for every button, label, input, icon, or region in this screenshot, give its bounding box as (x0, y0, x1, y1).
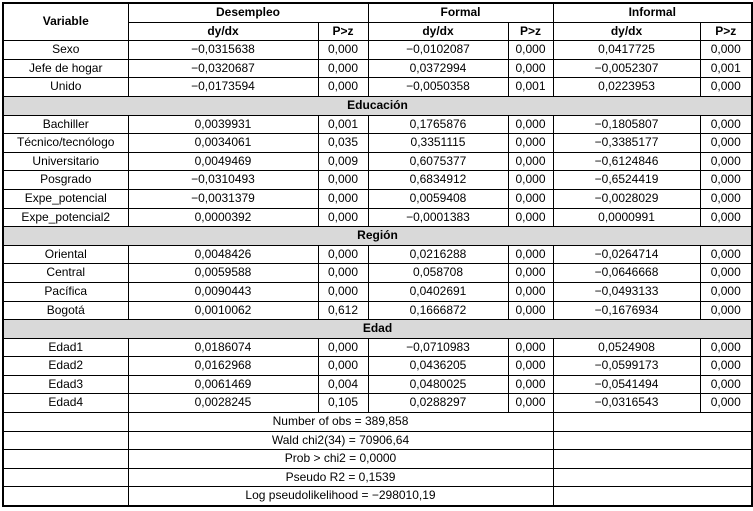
pz-value: 0,004 (318, 375, 368, 394)
dydx-value: 0,0417725 (553, 41, 700, 60)
dydx-value: −0,0315638 (128, 41, 318, 60)
pz-value: 0,000 (318, 78, 368, 97)
table-row (3, 394, 752, 413)
variable-label: Jefe de hogar (3, 59, 128, 78)
results-table (2, 2, 753, 507)
footer-empty-left (3, 487, 128, 506)
dydx-value: 0,0402691 (368, 282, 508, 301)
pz-value: 0,000 (318, 208, 368, 227)
dydx-value: 0,0059588 (128, 264, 318, 283)
dydx-value: 0,0162968 (128, 357, 318, 376)
column-header-variable: Variable (3, 3, 128, 41)
pz-value: 0,000 (318, 189, 368, 208)
dydx-value: 0,0028245 (128, 394, 318, 413)
dydx-value: 0,0186074 (128, 338, 318, 357)
dydx-value: −0,0316543 (553, 394, 700, 413)
pz-value: 0,000 (700, 357, 752, 376)
dydx-value: −0,0599173 (553, 357, 700, 376)
dydx-value: −0,0310493 (128, 171, 318, 190)
dydx-value: 0,0059408 (368, 189, 508, 208)
pz-value: 0,000 (508, 152, 553, 171)
dydx-value: −0,6524419 (553, 171, 700, 190)
dydx-value: −0,0001383 (368, 208, 508, 227)
footer-empty-right (553, 450, 752, 469)
footer-stat: Pseudo R2 = 0,1539 (128, 468, 553, 487)
pz-value: 0,000 (700, 394, 752, 413)
pz-value: 0,105 (318, 394, 368, 413)
footer-stat: Number of obs = 389,858 (128, 413, 553, 432)
pz-value: 0,000 (318, 245, 368, 264)
dydx-value: −0,0050358 (368, 78, 508, 97)
pz-value: 0,001 (700, 59, 752, 78)
dydx-value: −0,0031379 (128, 189, 318, 208)
dydx-value: −0,0320687 (128, 59, 318, 78)
dydx-value: 0,058708 (368, 264, 508, 283)
footer-stat: Wald chi2(34) = 70906,64 (128, 431, 553, 450)
table-row (3, 375, 752, 394)
table-row (3, 134, 752, 153)
pz-value: 0,000 (508, 394, 553, 413)
section-label: Educación (3, 96, 752, 115)
pz-value: 0,000 (700, 171, 752, 190)
table-footer (3, 413, 752, 506)
column-header-desempleo: Desempleo (128, 3, 368, 22)
pz-value: 0,009 (318, 152, 368, 171)
section-row (3, 320, 752, 339)
dydx-value: 0,0000991 (553, 208, 700, 227)
pz-value: 0,000 (508, 375, 553, 394)
footer-empty-right (553, 487, 752, 506)
pz-value: 0,000 (508, 245, 553, 264)
table-row (3, 115, 752, 134)
table-row (3, 171, 752, 190)
dydx-value: 0,3351115 (368, 134, 508, 153)
pz-value: 0,000 (508, 171, 553, 190)
variable-label: Oriental (3, 245, 128, 264)
dydx-value: 0,0034061 (128, 134, 318, 153)
pz-value: 0,000 (508, 301, 553, 320)
dydx-value: 0,0049469 (128, 152, 318, 171)
variable-label: Universitario (3, 152, 128, 171)
table-header (3, 3, 752, 41)
dydx-value: −0,0052307 (553, 59, 700, 78)
dydx-value: −0,3385177 (553, 134, 700, 153)
column-header-dydx-formal: dy/dx (368, 22, 508, 41)
pz-value: 0,000 (700, 115, 752, 134)
footer-empty-right (553, 431, 752, 450)
pz-value: 0,612 (318, 301, 368, 320)
dydx-value: −0,0173594 (128, 78, 318, 97)
dydx-value: 0,0524908 (553, 338, 700, 357)
footer-row (3, 431, 752, 450)
pz-value: 0,000 (318, 264, 368, 283)
dydx-value: −0,0264714 (553, 245, 700, 264)
dydx-value: 0,0000392 (128, 208, 318, 227)
pz-value: 0,035 (318, 134, 368, 153)
dydx-value: 0,0048426 (128, 245, 318, 264)
footer-empty-left (3, 468, 128, 487)
variable-label: Bogotá (3, 301, 128, 320)
column-header-pz-informal: P>z (700, 22, 752, 41)
pz-value: 0,000 (318, 59, 368, 78)
column-header-dydx-desempleo: dy/dx (128, 22, 318, 41)
pz-value: 0,000 (700, 152, 752, 171)
variable-label: Sexo (3, 41, 128, 60)
dydx-value: −0,1805807 (553, 115, 700, 134)
pz-value: 0,000 (318, 41, 368, 60)
table-row (3, 282, 752, 301)
dydx-value: 0,1765876 (368, 115, 508, 134)
pz-value: 0,000 (700, 208, 752, 227)
pz-value: 0,000 (700, 282, 752, 301)
dydx-value: −0,0102087 (368, 41, 508, 60)
dydx-value: 0,0223953 (553, 78, 700, 97)
pz-value: 0,000 (700, 41, 752, 60)
pz-value: 0,000 (700, 264, 752, 283)
pz-value: 0,000 (508, 208, 553, 227)
pz-value: 0,000 (508, 134, 553, 153)
table-row (3, 78, 752, 97)
footer-stat: Log pseudolikelihood = −298010,19 (128, 487, 553, 506)
pz-value: 0,000 (700, 189, 752, 208)
pz-value: 0,000 (508, 282, 553, 301)
variable-label: Expe_potencial2 (3, 208, 128, 227)
variable-label: Central (3, 264, 128, 283)
footer-empty-left (3, 431, 128, 450)
dydx-value: −0,0710983 (368, 338, 508, 357)
pz-value: 0,000 (508, 59, 553, 78)
dydx-value: 0,0010062 (128, 301, 318, 320)
pz-value: 0,000 (700, 245, 752, 264)
footer-empty-right (553, 468, 752, 487)
column-header-formal: Formal (368, 3, 553, 22)
table-row (3, 264, 752, 283)
dydx-value: 0,0061469 (128, 375, 318, 394)
variable-label: Unido (3, 78, 128, 97)
dydx-value: −0,1676934 (553, 301, 700, 320)
dydx-value: 0,1666872 (368, 301, 508, 320)
dydx-value: 0,0090443 (128, 282, 318, 301)
table-row (3, 152, 752, 171)
dydx-value: 0,6075377 (368, 152, 508, 171)
table-row (3, 208, 752, 227)
column-header-informal: Informal (553, 3, 752, 22)
pz-value: 0,000 (508, 357, 553, 376)
dydx-value: −0,0493133 (553, 282, 700, 301)
dydx-value: −0,6124846 (553, 152, 700, 171)
pz-value: 0,001 (318, 115, 368, 134)
table-row (3, 338, 752, 357)
section-label: Edad (3, 320, 752, 339)
section-row (3, 96, 752, 115)
pz-value: 0,000 (318, 282, 368, 301)
pz-value: 0,000 (700, 375, 752, 394)
pz-value: 0,000 (700, 134, 752, 153)
footer-empty-left (3, 413, 128, 432)
variable-label: Pacífica (3, 282, 128, 301)
pz-value: 0,000 (508, 189, 553, 208)
table-row (3, 41, 752, 60)
variable-label: Expe_potencial (3, 189, 128, 208)
footer-row (3, 450, 752, 469)
table-row (3, 357, 752, 376)
pz-value: 0,000 (700, 338, 752, 357)
variable-label: Técnico/tecnólogo (3, 134, 128, 153)
variable-label: Edad1 (3, 338, 128, 357)
variable-label: Edad3 (3, 375, 128, 394)
pz-value: 0,000 (700, 78, 752, 97)
footer-stat: Prob > chi2 = 0,0000 (128, 450, 553, 469)
variable-label: Edad4 (3, 394, 128, 413)
dydx-value: 0,0436205 (368, 357, 508, 376)
dydx-value: 0,0480025 (368, 375, 508, 394)
section-label: Región (3, 227, 752, 246)
header-group-row (3, 3, 752, 22)
dydx-value: 0,0288297 (368, 394, 508, 413)
dydx-value: 0,0216288 (368, 245, 508, 264)
pz-value: 0,000 (508, 115, 553, 134)
pz-value: 0,000 (318, 171, 368, 190)
dydx-value: 0,0372994 (368, 59, 508, 78)
footer-row (3, 468, 752, 487)
pz-value: 0,000 (508, 41, 553, 60)
pz-value: 0,000 (318, 357, 368, 376)
column-header-pz-desempleo: P>z (318, 22, 368, 41)
table-row (3, 59, 752, 78)
pz-value: 0,000 (508, 264, 553, 283)
footer-row (3, 487, 752, 506)
variable-label: Edad2 (3, 357, 128, 376)
table-row (3, 189, 752, 208)
dydx-value: −0,0028029 (553, 189, 700, 208)
table-body (3, 41, 752, 413)
pz-value: 0,000 (508, 338, 553, 357)
footer-empty-right (553, 413, 752, 432)
dydx-value: 0,0039931 (128, 115, 318, 134)
footer-row (3, 413, 752, 432)
column-header-pz-formal: P>z (508, 22, 553, 41)
dydx-value: 0,6834912 (368, 171, 508, 190)
variable-label: Bachiller (3, 115, 128, 134)
footer-empty-left (3, 450, 128, 469)
pz-value: 0,001 (508, 78, 553, 97)
table-row (3, 245, 752, 264)
pz-value: 0,000 (700, 301, 752, 320)
table-row (3, 301, 752, 320)
pz-value: 0,000 (318, 338, 368, 357)
column-header-dydx-informal: dy/dx (553, 22, 700, 41)
dydx-value: −0,0541494 (553, 375, 700, 394)
section-row (3, 227, 752, 246)
variable-label: Posgrado (3, 171, 128, 190)
dydx-value: −0,0646668 (553, 264, 700, 283)
